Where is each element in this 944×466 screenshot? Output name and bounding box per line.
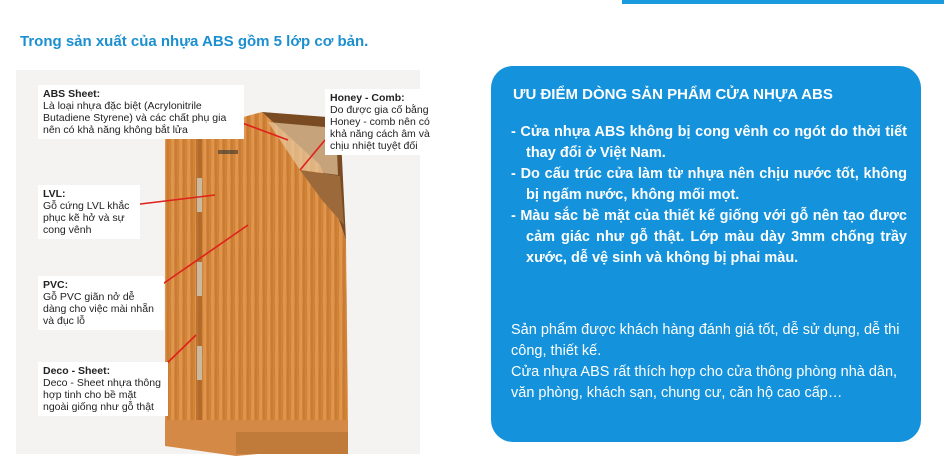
panel-description bbox=[511, 320, 911, 404]
hinge bbox=[197, 178, 202, 212]
hinge bbox=[197, 346, 202, 380]
hinge bbox=[197, 262, 202, 296]
label-abs-sheet-desc: Là loại nhựa đặc biệt (Acrylonitrile Butadiene Styrene) và các chất phụ gia nên có khả năng không bắt lửa bbox=[43, 100, 227, 136]
label-lvl-desc: Gỗ cứng LVL khắc phục kẽ hở và sự cong vênh bbox=[43, 200, 130, 236]
label-deco-sheet bbox=[38, 362, 168, 416]
label-pvc-title: PVC: bbox=[43, 279, 69, 291]
label-abs-sheet-title: ABS Sheet: bbox=[43, 88, 101, 100]
advantage-item: - Do cấu trúc cửa làm từ nhựa nên chịu nước tốt, không bị ngấm nước, không mối mọt. bbox=[511, 166, 907, 203]
label-lvl-title: LVL: bbox=[43, 188, 66, 200]
advantage-item: - Màu sắc bề mặt của thiết kế giống với gỗ nên tạo được cảm giác như gỗ thật. Lớp màu dày 3mm chống trầy xước, dễ vệ sinh và không bị phai màu. bbox=[511, 208, 907, 266]
label-deco-sheet-desc: Deco - Sheet nhựa thông hợp tinh cho bề mặt ngoài giống như gỗ thật bbox=[43, 377, 161, 413]
label-deco-sheet-title: Deco - Sheet: bbox=[43, 365, 111, 377]
advantages-panel bbox=[491, 66, 921, 442]
label-honeycomb-title: Honey - Comb: bbox=[330, 92, 405, 104]
advantages-title: ƯU ĐIỂM DÒNG SẢN PHẨM CỬA NHỰA ABS bbox=[513, 86, 833, 103]
description-paragraph: Sản phẩm được khách hàng đánh giá tốt, dễ sử dụng, dễ thi công, thiết kế. bbox=[511, 322, 900, 359]
advantage-item: - Cửa nhựa ABS không bị cong vênh co ngót do thời tiết thay đổi ở Việt Nam. bbox=[511, 124, 907, 161]
description-paragraph: Cửa nhựa ABS rất thích hợp cho cửa thông phòng nhà dân, văn phòng, khách sạn, chung cư, căn hộ cao cấp… bbox=[511, 364, 898, 401]
label-honeycomb-desc: Do được gia cố bằng Honey - comb nên có khả năng cách âm và chịu nhiệt tuyệt đối bbox=[330, 104, 430, 152]
section-heading: Trong sản xuất của nhựa ABS gồm 5 lớp cơ bản. bbox=[20, 33, 369, 50]
label-honeycomb bbox=[325, 89, 445, 155]
label-pvc bbox=[38, 276, 164, 330]
advantages-list bbox=[511, 122, 907, 269]
label-lvl bbox=[38, 185, 140, 239]
label-abs-sheet bbox=[38, 85, 244, 139]
label-pvc-desc: Gỗ PVC giãn nở dễ dàng cho việc mài nhẵn và đục lỗ bbox=[43, 291, 154, 327]
